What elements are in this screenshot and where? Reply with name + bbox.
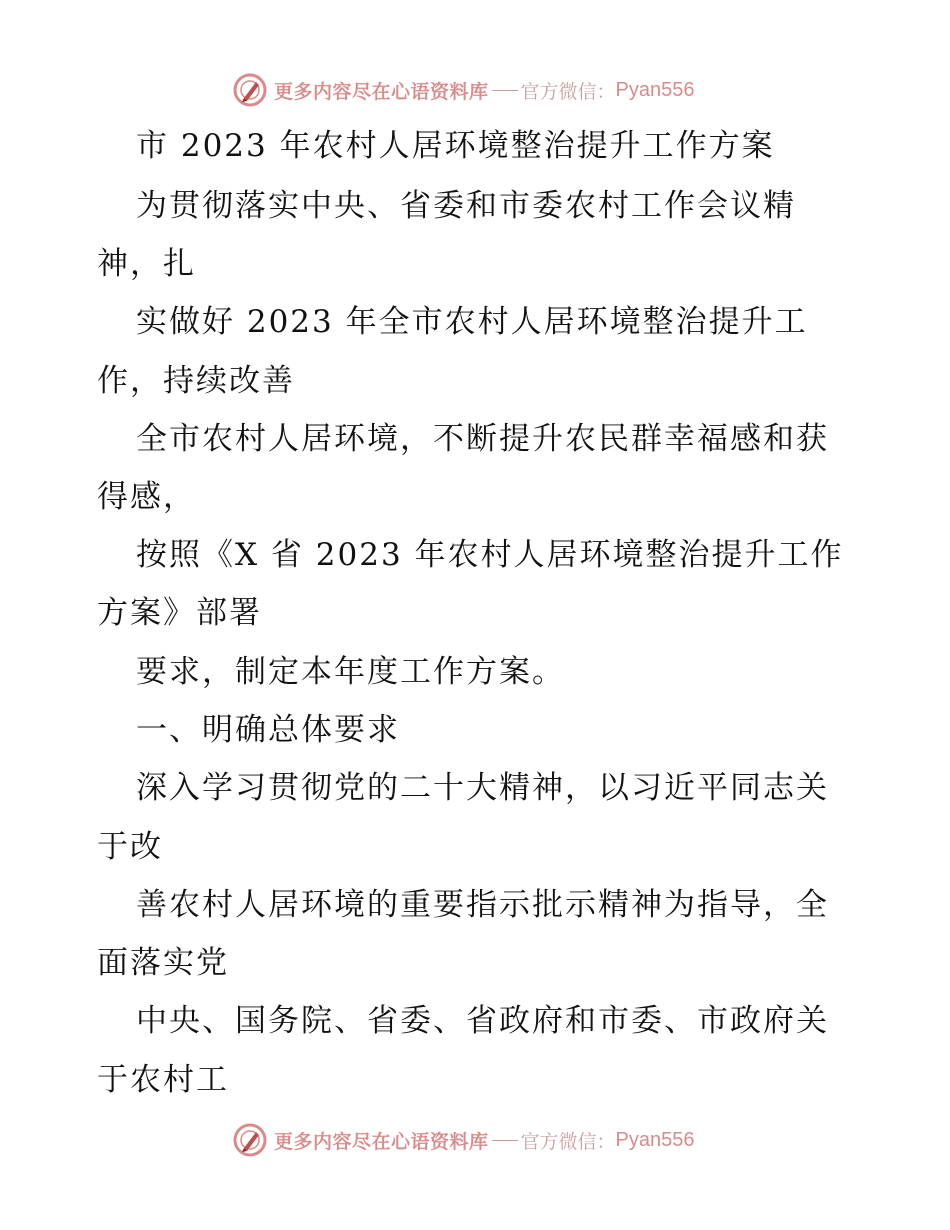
paragraph-line: 实做好 2023 年全市农村人居环境整治提升工 [136,304,808,340]
paragraph-line: 善农村人居环境的重要指示批示精神为指导，全 [136,887,829,923]
watermark-wechat-id: Pyan556 [615,78,695,101]
watermark-wechat-id: Pyan556 [615,1128,695,1151]
watermark-dash [492,90,518,91]
pen-nib-logo-icon [232,72,268,108]
paragraph-line: 神，扎 [97,246,196,282]
watermark-wechat-label: 官方微信： [520,1130,616,1153]
document-title: 市 2023 年农村人居环境整治提升工作方案 [136,128,775,164]
paragraph-line: 得感， [97,479,196,515]
paragraph-line: 深入学习贯彻党的二十大精神，以习近平同志关 [136,770,829,806]
paragraph-line: 作，持续改善 [97,363,295,399]
watermark-wechat-label: 官方微信： [520,80,616,103]
pen-nib-logo-icon [232,1122,268,1158]
watermark-header [232,72,695,108]
watermark-brand-text: 更多内容尽在心语资料库 [274,80,489,103]
paragraph-line: 全市农村人居环境，不断提升农民群幸福感和获 [136,421,829,457]
paragraph-line: 面落实党 [97,945,229,981]
watermark-footer [232,1122,695,1158]
paragraph-line: 按照《X 省 2023 年农村人居环境整治提升工作 [136,537,844,573]
paragraph-line: 于改 [97,829,163,865]
watermark-dash [492,1140,518,1141]
paragraph-line: 为贯彻落实中央、省委和市委农村工作会议精 [136,188,796,224]
paragraph-line: 方案》部署 [97,595,262,631]
section-heading: 一、明确总体要求 [136,712,400,748]
paragraph-line: 于农村工 [97,1062,229,1098]
watermark-brand-text: 更多内容尽在心语资料库 [274,1130,489,1153]
paragraph-line: 中央、国务院、省委、省政府和市委、市政府关 [136,1003,829,1039]
paragraph-line: 要求，制定本年度工作方案。 [136,654,565,690]
